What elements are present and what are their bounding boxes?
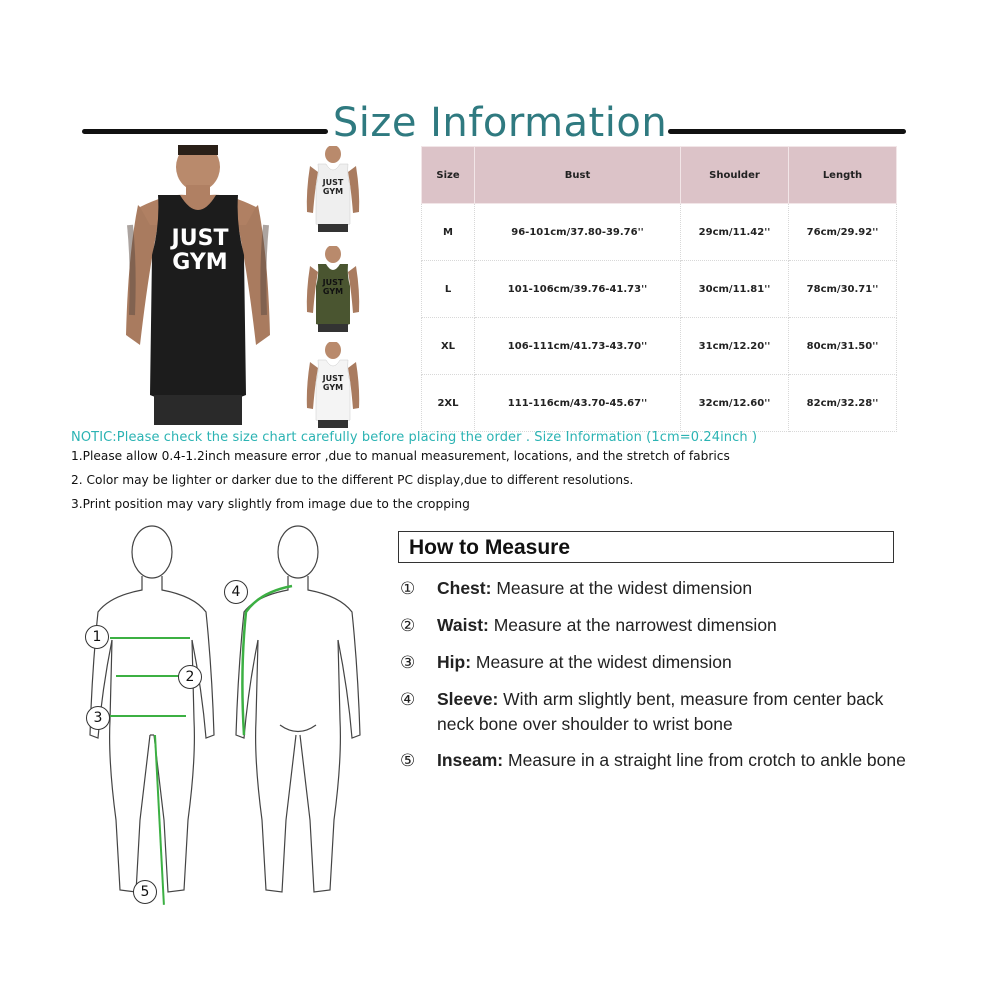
cell-shoulder: 31cm/12.20'' bbox=[681, 318, 789, 375]
notice-text: NOTIC:Please check the size chart carefully before placing the order . Size Information (1cm=0.24inch ) bbox=[71, 430, 758, 445]
body-diagram-front bbox=[80, 520, 230, 910]
measure-label: Inseam: bbox=[437, 750, 504, 770]
measure-text bbox=[437, 748, 917, 773]
how-to-measure-title: How to Measure bbox=[409, 536, 571, 559]
measure-label: Sleeve: bbox=[437, 689, 499, 709]
marker-4: 4 bbox=[224, 580, 248, 604]
marker-3: 3 bbox=[86, 706, 110, 730]
measure-number: ⑤ bbox=[400, 751, 416, 770]
measure-item-waist bbox=[400, 613, 920, 639]
measure-label: Chest: bbox=[437, 578, 492, 598]
print-text-army-green: JUST GYM bbox=[322, 278, 344, 296]
header-shoulder: Shoulder bbox=[681, 147, 789, 204]
table-row bbox=[422, 375, 897, 432]
cell-length: 76cm/29.92'' bbox=[788, 204, 896, 261]
header-bust: Bust bbox=[475, 147, 681, 204]
print-text-black bbox=[162, 227, 238, 275]
table-row bbox=[422, 261, 897, 318]
measure-number: ④ bbox=[400, 690, 416, 709]
measure-item-sleeve bbox=[400, 687, 920, 739]
measure-text bbox=[437, 613, 917, 638]
measure-desc: Measure at the widest dimension bbox=[471, 652, 732, 672]
note-1: 1.Please allow 0.4-1.2inch measure error ,due to manual measurement, locations, and the stretch of fabrics bbox=[71, 449, 730, 463]
measure-item-inseam bbox=[400, 748, 920, 800]
chest-line bbox=[110, 637, 190, 639]
measure-item-chest bbox=[400, 576, 920, 602]
cell-bust: 106-111cm/41.73-43.70'' bbox=[475, 318, 681, 375]
cell-size: XL bbox=[422, 318, 475, 375]
table-row bbox=[422, 318, 897, 375]
measure-number: ③ bbox=[400, 653, 416, 672]
cell-bust: 111-116cm/43.70-45.67'' bbox=[475, 375, 681, 432]
measure-desc: With arm slightly bent, measure from center back neck bone over shoulder to wrist bone bbox=[437, 689, 884, 734]
header-size: Size bbox=[422, 147, 475, 204]
product-thumb-white-2 bbox=[304, 342, 362, 428]
note-3: 3.Print position may vary slightly from image due to the cropping bbox=[71, 497, 470, 511]
note-2: 2. Color may be lighter or darker due to the different PC display,due to different resolutions. bbox=[71, 473, 634, 487]
cell-length: 78cm/30.71'' bbox=[788, 261, 896, 318]
print-text-white: JUST GYM bbox=[322, 178, 344, 196]
print-line-gym: GYM bbox=[172, 250, 228, 275]
measure-label: Waist: bbox=[437, 615, 489, 635]
cell-length: 82cm/32.28'' bbox=[788, 375, 896, 432]
marker-1: 1 bbox=[85, 625, 109, 649]
title-line-left bbox=[82, 129, 328, 134]
page-title: Size Information bbox=[332, 100, 668, 146]
cell-shoulder: 29cm/11.42'' bbox=[681, 204, 789, 261]
body-diagram-back bbox=[220, 520, 370, 910]
measure-number: ② bbox=[400, 616, 416, 635]
cell-bust: 101-106cm/39.76-41.73'' bbox=[475, 261, 681, 318]
measure-desc: Measure in a straight line from crotch to ankle bone bbox=[503, 750, 906, 770]
marker-2: 2 bbox=[178, 665, 202, 689]
measure-text bbox=[437, 687, 917, 737]
cell-bust: 96-101cm/37.80-39.76'' bbox=[475, 204, 681, 261]
table-row bbox=[422, 204, 897, 261]
cell-size: L bbox=[422, 261, 475, 318]
product-photo-black bbox=[118, 145, 278, 425]
measure-item-hip bbox=[400, 650, 920, 676]
measure-desc: Measure at the narrowest dimension bbox=[488, 615, 777, 635]
header-length: Length bbox=[788, 147, 896, 204]
measure-number: ① bbox=[400, 579, 416, 598]
title-line-right bbox=[668, 129, 906, 134]
measure-label: Hip: bbox=[437, 652, 472, 672]
measure-text bbox=[437, 576, 917, 601]
cell-length: 80cm/31.50'' bbox=[788, 318, 896, 375]
waist-line bbox=[116, 675, 186, 677]
measure-text bbox=[437, 650, 917, 675]
product-thumb-army-green bbox=[304, 246, 362, 332]
how-to-measure-box bbox=[398, 531, 894, 563]
hip-line bbox=[110, 715, 186, 717]
print-text-white-2: JUST GYM bbox=[322, 374, 344, 392]
print-line-just: JUST bbox=[171, 226, 229, 251]
cell-size: 2XL bbox=[422, 375, 475, 432]
product-thumb-white bbox=[304, 146, 362, 232]
measure-desc: Measure at the widest dimension bbox=[491, 578, 753, 598]
cell-shoulder: 32cm/12.60'' bbox=[681, 375, 789, 432]
table-header-row bbox=[422, 147, 897, 204]
cell-shoulder: 30cm/11.81'' bbox=[681, 261, 789, 318]
marker-5: 5 bbox=[133, 880, 157, 904]
cell-size: M bbox=[422, 204, 475, 261]
size-table bbox=[421, 146, 897, 432]
